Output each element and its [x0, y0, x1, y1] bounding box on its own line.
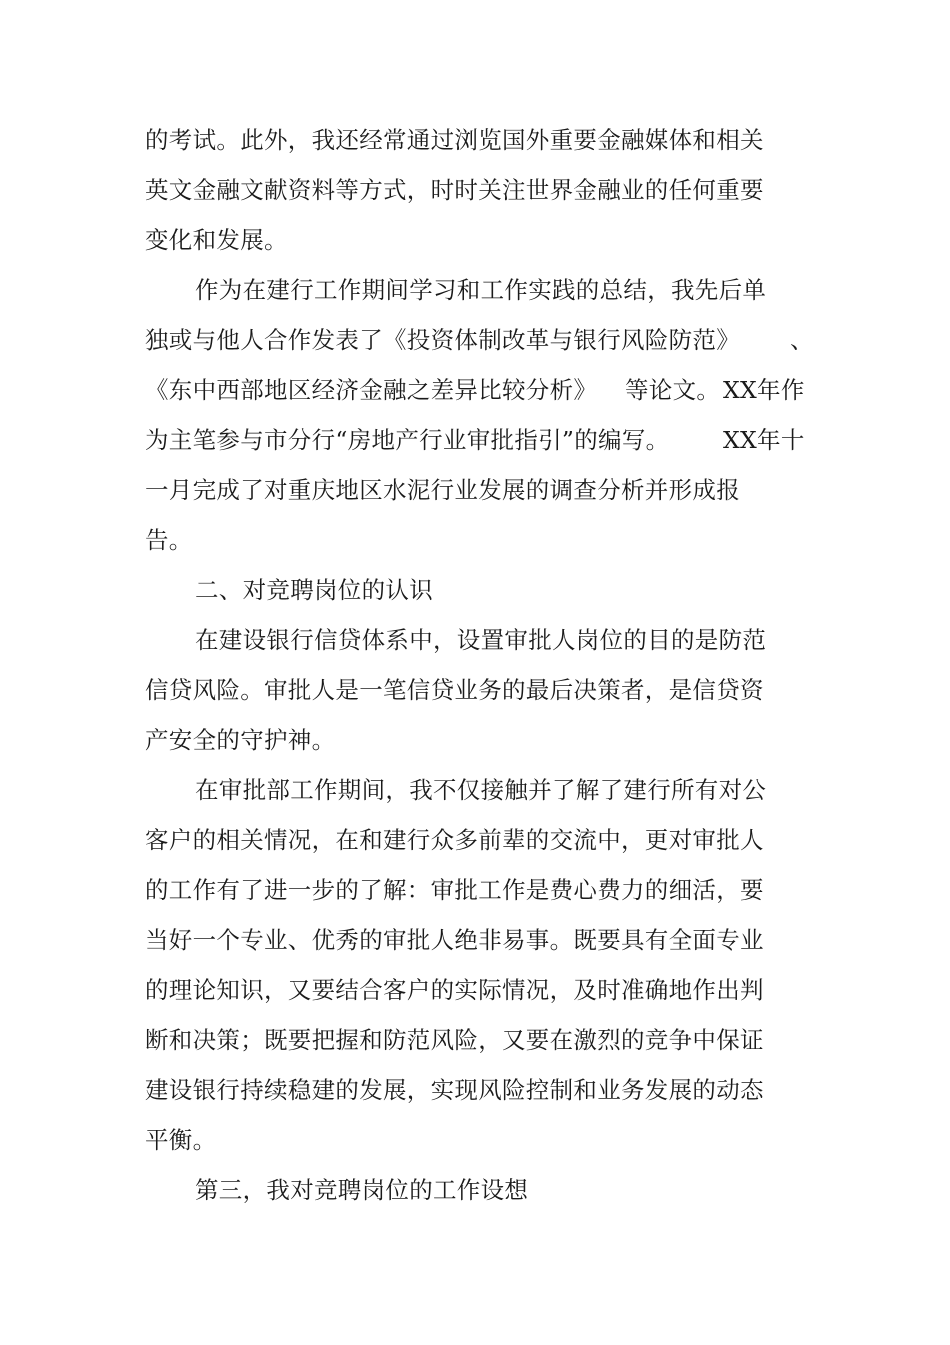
text-segment: 独或与他人合作发表了《投资体制改革与银行风险防范》	[145, 326, 740, 354]
text-line: 产安全的守护神。	[145, 726, 336, 754]
paragraph-first-line: 在建设银行信贷体系中，设置审批人岗位的目的是防范	[195, 626, 767, 654]
text-line: 客户的相关情况，在和建行众多前辈的交流中，更对审批人	[145, 826, 764, 854]
text-line: 的理论知识，又要结合客户的实际情况，及时准确地作出判	[145, 976, 764, 1004]
text-line: 变化和发展。	[145, 226, 288, 254]
text-line: 的考试。此外，我还经常通过浏览国外重要金融媒体和相关	[145, 126, 764, 154]
text-segment: 《东中西部地区经济金融之差异比较分析》	[145, 376, 598, 404]
text-line: 一月完成了对重庆地区水泥行业发展的调查分析并形成报	[145, 476, 740, 504]
text-segment: 等论文。	[625, 376, 721, 404]
text-line: 断和决策；既要把握和防范风险，又要在激烈的竞争中保证	[145, 1026, 764, 1054]
section-heading: 第三，我对竞聘岗位的工作设想	[195, 1176, 529, 1204]
text-segment: XX年十	[723, 426, 805, 454]
text-line: 英文金融文献资料等方式，时时关注世界金融业的任何重要	[145, 176, 764, 204]
text-line: 的工作有了进一步的了解：审批工作是费心费力的细活，要	[145, 876, 764, 904]
text-segment: 为主笔参与市分行“房地产行业审批指引”的编写。	[145, 426, 670, 454]
text-segment: 、	[790, 326, 814, 354]
section-heading: 二、对竞聘岗位的认识	[195, 576, 433, 604]
text-segment: XX年作	[723, 376, 805, 404]
text-line: 建设银行持续稳建的发展，实现风险控制和业务发展的动态	[145, 1076, 764, 1104]
text-line: 信贷风险。审批人是一笔信贷业务的最后决策者，是信贷资	[145, 676, 764, 704]
text-line: 告。	[145, 526, 193, 554]
text-line: 平衡。	[145, 1126, 217, 1154]
paragraph-first-line: 作为在建行工作期间学习和工作实践的总结，我先后单	[195, 276, 767, 304]
paragraph-first-line: 在审批部工作期间，我不仅接触并了解了建行所有对公	[195, 776, 767, 804]
text-line: 当好一个专业、优秀的审批人绝非易事。既要具有全面专业	[145, 926, 764, 954]
